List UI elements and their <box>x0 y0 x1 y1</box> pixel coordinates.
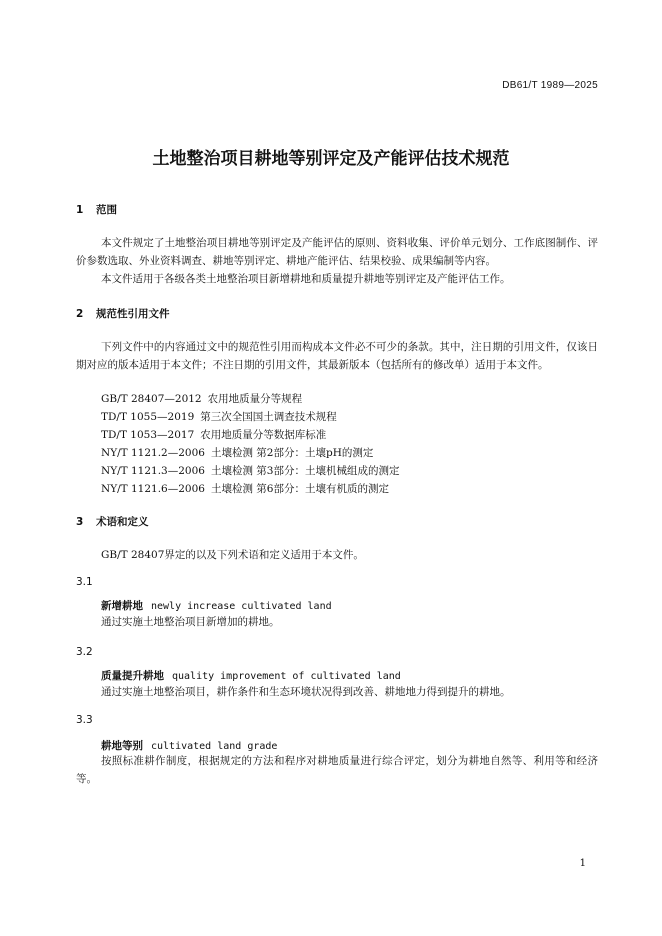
term-en: cultivated land grade <box>151 741 278 752</box>
reference-title: 第三次全国国土调查技术规程 <box>200 411 337 423</box>
page-number: 1 <box>579 858 586 869</box>
reference-item <box>101 462 400 480</box>
term-definition: 通过实施土地整治项目新增加的耕地。 <box>101 616 280 628</box>
term-zh: 质量提升耕地 <box>101 670 164 682</box>
term-number: 3.1 <box>76 576 93 588</box>
term-definition: 通过实施土地整治项目，耕作条件和生态环境状况得到改善、耕地地力得到提升的耕地。 <box>101 686 511 698</box>
reference-code: NY/T 1121.3—2006 <box>101 465 205 477</box>
term-zh: 耕地等别 <box>101 740 143 752</box>
document-code: DB61/T 1989—2025 <box>502 80 598 91</box>
reference-code: GB/T 28407—2012 <box>101 393 202 405</box>
reference-code: TD/T 1055—2019 <box>101 411 195 423</box>
term-name <box>101 738 277 753</box>
section-number: 3 <box>76 516 84 528</box>
reference-code: TD/T 1053—2017 <box>101 429 195 441</box>
term-zh: 新增耕地 <box>101 600 143 612</box>
reference-item <box>101 426 326 444</box>
term-number: 3.3 <box>76 714 93 726</box>
reference-item <box>101 480 389 498</box>
term-name <box>101 668 401 683</box>
term-definition: 按照标准耕作制度，根据规定的方法和程序对耕地质量进行综合评定，划分为耕地自然等、利用等和经济等。 <box>76 755 598 785</box>
document-title: 土地整治项目耕地等别评定及产能评估技术规范 <box>152 149 510 169</box>
section-title: 规范性引用文件 <box>96 308 170 320</box>
reference-title: 土壤检测 第2部分：土壤pH的测定 <box>210 447 374 459</box>
scope-paragraph-1: 本文件规定了土地整治项目耕地等别评定及产能评估的原则、资料收集、评价单元划分、工作底图制作、评价参数选取、外业资料调查、耕地等别评定、耕地产能评估、结果校验、成果编制等内容。 <box>76 237 598 267</box>
term-name <box>101 598 332 613</box>
reference-title: 土壤检测 第6部分：土壤有机质的测定 <box>210 483 389 495</box>
reference-code: NY/T 1121.6—2006 <box>101 483 205 495</box>
term-en: newly increase cultivated land <box>151 601 332 612</box>
reference-title: 农用地质量分等规程 <box>207 393 303 405</box>
section-3-heading <box>76 514 149 529</box>
section-2-heading <box>76 306 170 321</box>
terms-intro: GB/T 28407界定的以及下列术语和定义适用于本文件。 <box>101 549 364 561</box>
references-intro: 下列文件中的内容通过文中的规范性引用而构成本文件必不可少的条款。其中，注日期的引用文件，仅该日期对应的版本适用于本文件；不注日期的引用文件，其最新版本（包括所有的修改单）适用于本文件。 <box>76 341 598 371</box>
reference-title: 土壤检测 第3部分：土壤机械组成的测定 <box>210 465 400 477</box>
scope-paragraph-2: 本文件适用于各级各类土地整治项目新增耕地和质量提升耕地等别评定及产能评估工作。 <box>101 273 511 285</box>
reference-item <box>101 408 337 426</box>
section-title: 术语和定义 <box>96 516 149 528</box>
section-1-heading <box>76 202 117 217</box>
section-number: 2 <box>76 308 84 320</box>
term-en: quality improvement of cultivated land <box>172 671 401 682</box>
section-number: 1 <box>76 204 84 216</box>
reference-title: 农用地质量分等数据库标准 <box>200 429 327 441</box>
reference-code: NY/T 1121.2—2006 <box>101 447 205 459</box>
reference-item <box>101 390 302 408</box>
reference-item <box>101 444 373 462</box>
section-title: 范围 <box>96 204 117 216</box>
term-number: 3.2 <box>76 646 93 658</box>
